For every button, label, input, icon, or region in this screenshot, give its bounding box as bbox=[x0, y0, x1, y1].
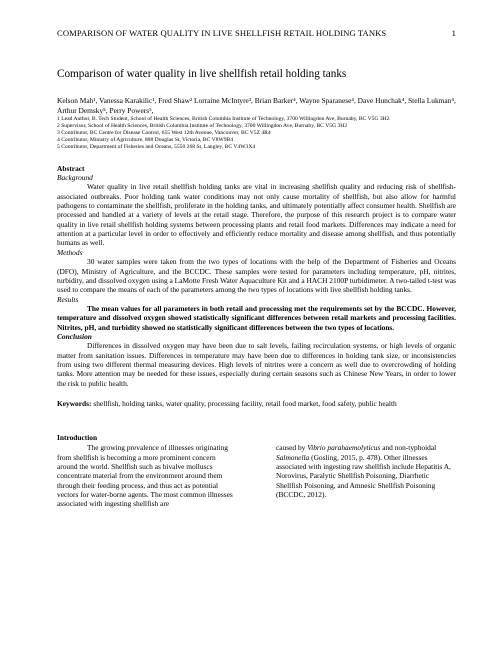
keywords-text: shellfish, holding tanks, water quality, processing facility, retail food market, food safety, public health bbox=[91, 398, 397, 408]
methods-heading: Methods bbox=[57, 247, 83, 257]
introduction-left-column bbox=[57, 443, 237, 508]
salmonella-name: Salmonella bbox=[276, 452, 310, 462]
keywords-label: Keywords: bbox=[57, 398, 92, 408]
abstract-heading: Abstract bbox=[57, 163, 85, 173]
running-title: COMPARISON OF WATER QUALITY IN LIVE SHELLFISH RETAIL HOLDING TANKS bbox=[57, 28, 387, 38]
results-heading: Results bbox=[57, 294, 79, 304]
affiliation-2: 2 Supervisor, School of Health Sciences, British Columbia Institute of Technology, 3700 Willingdon Ave, Burnaby, BC V5G 3H2 bbox=[57, 123, 348, 130]
vibrio-name: Vibrio parahaemolyticus bbox=[307, 443, 381, 453]
introduction-right-paragraph bbox=[276, 443, 456, 499]
running-header bbox=[57, 28, 456, 38]
author-list: Kelson Mah¹, Vanessa Karakilic¹, Fred Shaw² Lorraine McIntyre³, Brian Barker⁴, Wayne Sparanese⁴, Dave Hunchak⁴, Stella Lukman⁴, Arthur Demsky⁵, Perry Powers⁵, bbox=[57, 96, 456, 115]
results-paragraph: The mean values for all parameters in both retail and processing met the requirements set by the BCCDC. However, temperature and dissolved oxygen showed statistically significant differences between retail markets and processing facilities. Nitrites, pH, and turbidity showed no statistically significant differences between the two types of locations. bbox=[57, 303, 456, 332]
introduction-heading: Introduction bbox=[57, 433, 98, 443]
affiliation-1: 1 Lead Author, B. Tech Student, School of Health Sciences, British Columbia Institute of Technology, 3700 Willingdon Ave, Burnaby, BC V5G 3H2 bbox=[57, 116, 390, 123]
conclusion-heading: Conclusion bbox=[57, 331, 92, 341]
intro-right-text-c: (Gosling, 2015, p. 478). Other illnesses associated with ingesting raw shellfish include Hepatitis A, Norovirus, Paralytic Shellfish Poisoning, Diarrhetic Shellfish Poisoning, and Amnesic Shellfish Poisoning (BCCDC, 2012). bbox=[276, 452, 451, 500]
background-heading: Background bbox=[57, 173, 93, 183]
conclusion-paragraph: Differences in dissolved oxygen may have been due to salt levels, failing recirculation systems, or high levels of organic matter from sanitation issues. Differences in temperature may have been due to differences in holding tank size, or inconsistencies from using two different thermal measuring devices. High levels of nitrites were a concern as well due to overcrowding of holding tanks. More attention may be needed for these issues, especially during certain seasons such as Chinese New Years, in order to lower the risk to public health. bbox=[57, 341, 456, 388]
methods-paragraph: 30 water samples were taken from the two types of locations with the help of the Department of Fisheries and Oceans (DFO), Ministry of Agriculture, and the BCCDC. These samples were tested for parameters including temperature, pH, nitrites, turbidity, and dissolved oxygen using a LaMotte Fresh Water Aquaculture Kit and a HACH 2100P turbidimeter. A two-tailed t-test was used to compare the means of each of the parameters among the two types of locations with live shellfish holding tanks. bbox=[57, 257, 456, 295]
keywords-section bbox=[57, 399, 456, 408]
background-paragraph: Water quality in live retail shellfish holding tanks are vital in increasing shellfish quality and reducing risk of shellfish-associated outbreaks. Poor holding tank water conditions may not only cause mortality of shellfish, but also allow for harmful pathogens to contaminate the shellfish, proliferate in the holding tanks, and ultimately potentially affect consumer health. Shellfish are processed and handled at a variety of levels at the retail stage. Therefore, the purpose of this research project is to compare water quality in live retail shellfish holding systems between processing plants and retail food markets. Differences may indicate a need for attention at a particular level in order to effectively and efficiently reduce mortality and disease among shellfish, and thus potentially humans as well. bbox=[57, 182, 456, 248]
paper-title: Comparison of water quality in live shellfish retail holding tanks bbox=[57, 68, 347, 80]
introduction-left-paragraph: The growing prevalence of illnesses originating from shellfish is becoming a more prominent concern around the world. Shellfish such as bivalve molluscs concentrate material from the environment around them through their feeding process, and thus act as potential vectors for water-borne agents. The most common illnesses associated with ingesting shellfish are bbox=[57, 443, 233, 509]
page-number: 1 bbox=[451, 28, 456, 38]
affiliation-5: 5 Contributor, Department of Fisheries and Oceans, 5550 268 St, Langley, BC V4W3X4 bbox=[57, 143, 256, 150]
affiliation-4: 4 Contributor, Ministry of Agriculture, 808 Douglas St, Victoria, BC V8W9B4 bbox=[57, 136, 234, 143]
introduction-columns bbox=[57, 443, 456, 508]
intro-right-text-a: caused by bbox=[276, 443, 308, 453]
introduction-right-column bbox=[276, 443, 456, 508]
abstract-section bbox=[57, 164, 456, 388]
intro-right-text-b: and non-typhoidal bbox=[380, 443, 437, 453]
affiliation-list bbox=[57, 116, 456, 151]
affiliation-3: 3 Contributor, BC Centre for Disease Control, 655 West 12th Avenue, Vancouver, BC V5Z 4R4 bbox=[57, 130, 271, 136]
